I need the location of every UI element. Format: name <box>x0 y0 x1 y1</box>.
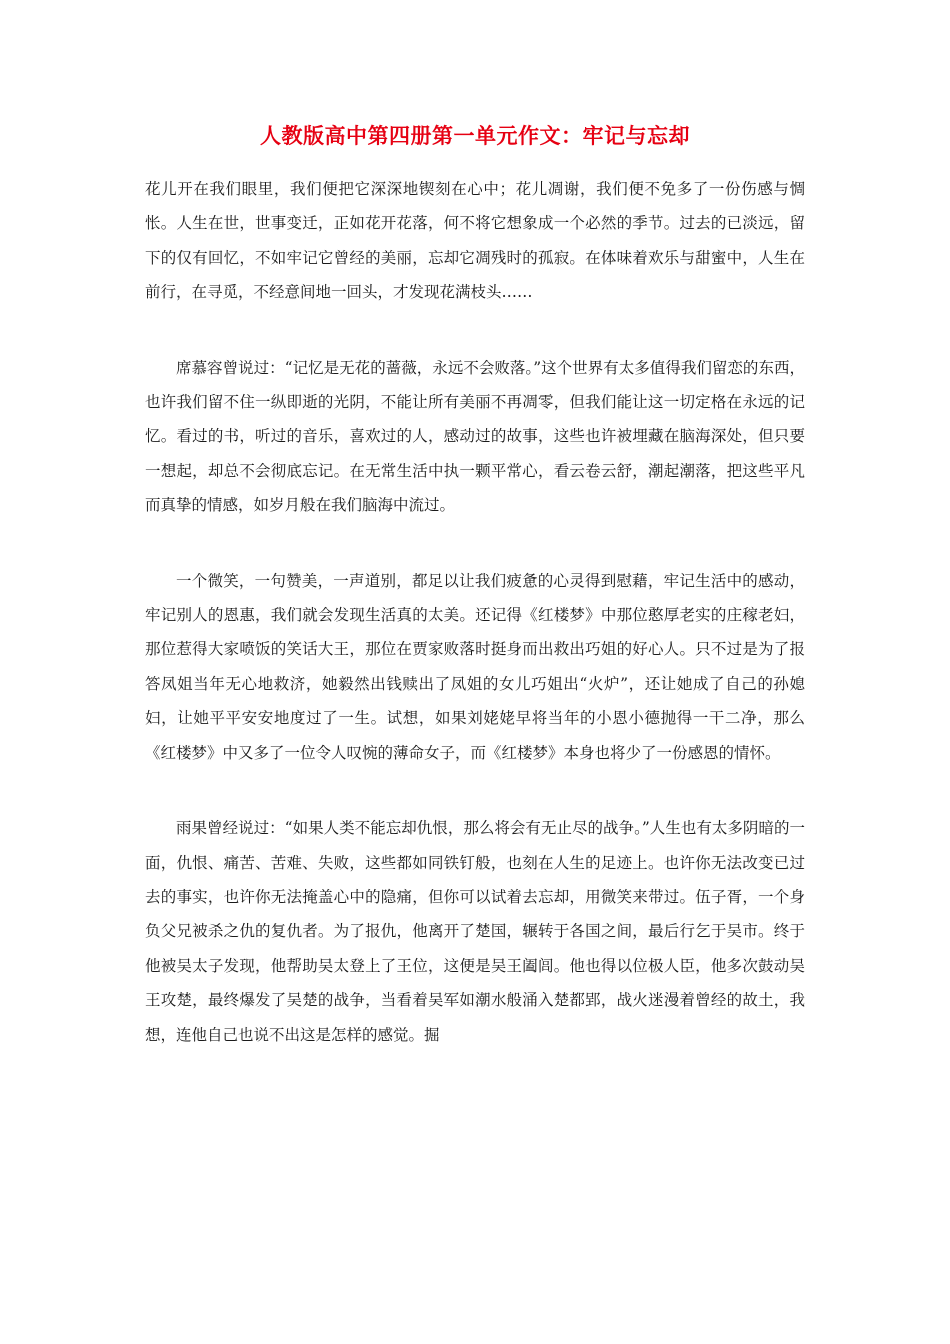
paragraph-spacer <box>145 770 805 811</box>
paragraph-2: 席慕容曾说过：“记忆是无花的蔷薇，永远不会败落。”这个世界有太多值得我们留恋的东西，也许我们留不住一纵即逝的光阴，不能让所有美丽不再凋零，但我们能让这一切定格在永远的记忆。看过的书，听过的音乐，喜欢过的人，感动过的故事，这些也许被埋藏在脑海深处，但只要一想起，却总不会彻底忘记。在无常生活中执一颗平常心，看云卷云舒，潮起潮落，把这些平凡而真挚的情感，如岁月般在我们脑海中流过。 <box>145 358 805 515</box>
paragraph-1: 花儿开在我们眼里，我们便把它深深地锲刻在心中；花儿凋谢，我们便不免多了一份伤感与惆怅。人生在世，世事变迁，正如花开花落，何不将它想象成一个必然的季节。过去的已淡远，留下的仅有回忆，不如牢记它曾经的美丽，忘却它凋残时的孤寂。在体味着欢乐与甜蜜中，人生在前行，在寻觅，不经意间地一回头，才发现花满枝头…… <box>145 180 805 302</box>
document-body <box>145 172 805 1052</box>
paragraph-3: 一个微笑，一句赞美，一声道别，都足以让我们疲惫的心灵得到慰藉，牢记生活中的感动，牢记别人的恩惠，我们就会发现生活真的太美。还记得《红楼梦》中那位憨厚老实的庄稼老妇，那位惹得大家喷饭的笑话大王，那位在贾家败落时挺身而出救出巧姐的好心人。只不过是为了报答凤姐当年无心地救济，她毅然出钱赎出了凤姐的女儿巧姐出“火炉”，还让她成了自己的孙媳妇，让她平平安安地度过了一生。试想，如果刘姥姥早将当年的小恩小德抛得一干二净，那么《红楼梦》中又多了一位令人叹惋的薄命女子，而《红楼梦》本身也将少了一份感恩的情怀。 <box>145 571 805 762</box>
paragraph-spacer <box>145 310 805 351</box>
paragraph-4: 雨果曾经说过：“如果人类不能忘却仇恨，那么将会有无止尽的战争。”人生也有太多阴暗的一面，仇恨、痛苦、苦难、失败，这些都如同铁钉般，也刻在人生的足迹上。也许你无法改变已过去的事实，也许你无法掩盖心中的隐痛，但你可以试着去忘却，用微笑来带过。伍子胥，一个身负父兄被杀之仇的复仇者。为了报仇，他离开了楚国，辗转于各国之间，最后行乞于吴市。终于他被吴太子发现，他帮助吴太登上了王位，这便是吴王阖闾。他也得以位极人臣，他多次鼓动吴王攻楚，最终爆发了吴楚的战争，当看着吴军如潮水般涌入楚都郢，战火迷漫着曾经的故土，我想，连他自己也说不出这是怎样的感觉。掘 <box>145 819 805 1044</box>
paragraph-spacer <box>145 523 805 564</box>
document-title: 人教版高中第四册第一单元作文：牢记与忘却 <box>260 123 690 148</box>
